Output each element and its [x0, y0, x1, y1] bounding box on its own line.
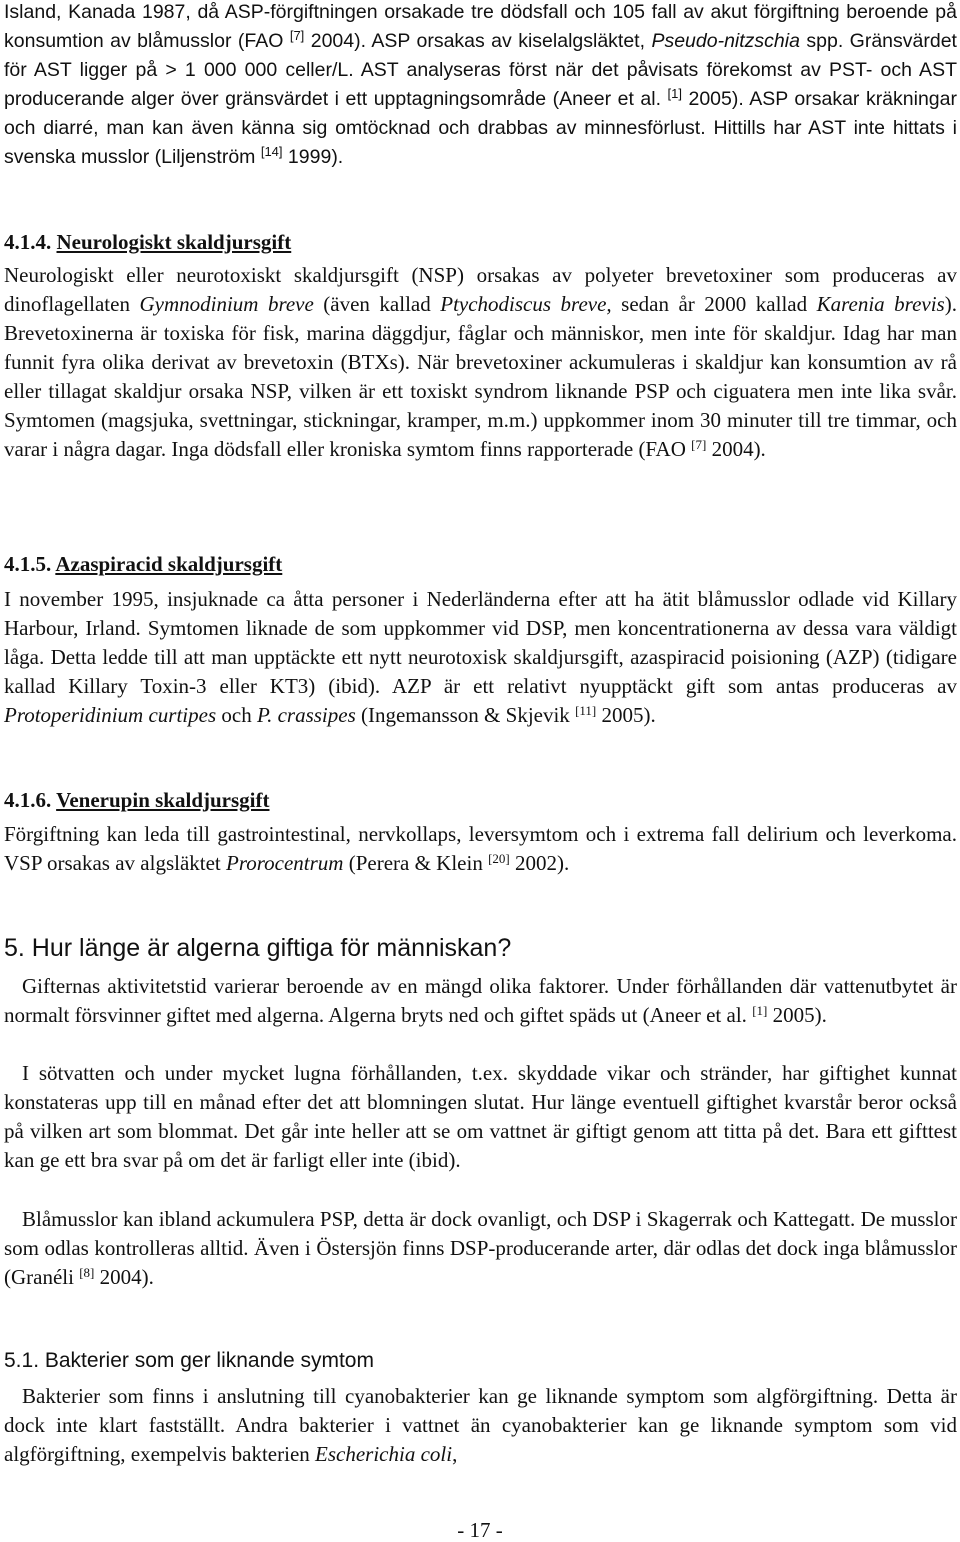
text-run: 2002).: [509, 851, 570, 875]
text-run: 2004).: [94, 1265, 154, 1289]
text-run: sedan år 2000 kallad: [611, 292, 817, 316]
species-name: Gymnodinium breve: [139, 292, 314, 316]
species-name: Ptychodiscus breve,: [440, 292, 612, 316]
paragraph-bacteria: [4, 1382, 957, 1469]
species-name: Prorocentrum: [226, 851, 344, 875]
citation-ref: [14]: [260, 144, 283, 159]
section-number: 4.1.4.: [4, 230, 57, 254]
section-title: Azaspiracid skaldjursgift: [55, 552, 283, 576]
text-run: 2005).: [596, 703, 656, 727]
text-run: Bakterier som finns i anslutning till cyanobakterier kan ge liknande symptom som algförgiftning. Detta är dock inte klart fastställt. Andra bakterier i vattnet än cyanobakterier kan ge liknande symptom som vid algförgiftning, exempelvis bakterien: [4, 1384, 957, 1466]
section-heading-5-1: 5.1. Bakterier som ger liknande symtom: [4, 1349, 374, 1372]
species-name: Pseudo-nitzschia: [651, 30, 800, 52]
citation-ref: [7]: [289, 28, 305, 43]
page-number: - 17 -: [457, 1518, 503, 1542]
text-run: 2004). ASP orsakas av kiselalgsläktet,: [304, 30, 652, 52]
section-number: 4.1.6.: [4, 788, 57, 812]
species-name: Escherichia coli: [315, 1442, 453, 1466]
text-run: 2005). ASP orsakar kräkningar och diarré, man kan även känna sig omtöcknad och drabbas av minnesförlust. Hittills har AST inte hittats i svenska musslor (Liljenström: [4, 88, 957, 168]
paragraph-nsp: [4, 261, 957, 464]
section-heading-4-1-5: [4, 550, 957, 579]
species-name: P. crassipes: [256, 703, 356, 727]
citation-ref: [7]: [691, 437, 707, 452]
text-run: Blåmusslor kan ibland ackumulera PSP, detta är dock ovanligt, och DSP i Skagerrak och Kattegatt. De musslor som odlas kontrolleras alltid. Även i Östersjön finns DSP-producerande arter, där odlas det dock inga blåmusslor (Granéli: [4, 1207, 957, 1289]
text-run: (Perera & Klein: [343, 851, 489, 875]
section-title: Venerupin skaldjursgift: [56, 788, 270, 812]
section-title: Neurologiskt skaldjursgift: [56, 230, 292, 254]
text-run: Island, Kanada 1987, då ASP-förgiftningen orsakade tre dödsfall och 105 fall av akut förgiftning beroende på konsumtion av blåmusslor (FAO: [4, 1, 957, 52]
text-run: Gifternas aktivitetstid varierar beroende av en mängd olika faktorer. Under förhållanden där vattenutbytet är normalt försvinner giftet med algerna. Algerna bryts ned och giftet späds ut (Aneer et al.: [4, 974, 957, 1027]
text-run: (Ingemansson & Skjevik: [355, 703, 576, 727]
section-heading-4-1-4: [4, 228, 957, 257]
species-name: Karenia brevis: [816, 292, 945, 316]
citation-ref: [20]: [488, 851, 510, 866]
paragraph-freshwater: I sötvatten och under mycket lugna förhållanden, t.ex. skyddade vikar och stränder, har giftighet kunnat konstateras upp till en månad efter det att blomningen slutat. Hur länge eventuell giftighet kvarstår beror också på vilken art som blommat. Det går inte heller att se om vattnet är giftigt genom att titta på det. Bara ett gifttest kan ge ett bra svar på om det är farligt eller inte (ibid).: [4, 1061, 957, 1172]
text-run: (även kallad: [313, 292, 441, 316]
citation-ref: [8]: [79, 1265, 95, 1280]
text-run: ,: [452, 1442, 458, 1466]
paragraph-toxin-duration: [4, 972, 957, 1030]
citation-ref: [11]: [575, 703, 597, 718]
paragraph-blue-mussels: [4, 1205, 957, 1292]
text-run: Neurologiskt eller neurotoxiskt skaldjursgift (NSP) orsakas av polyeter brevetoxiner som produceras av dinoflagellaten: [4, 263, 957, 316]
text-run: 1999).: [282, 146, 344, 168]
text-run: 2004).: [706, 437, 766, 461]
text-run: spp. Gränsvärdet för AST ligger på > 1 000 000 celler/L. AST analyseras först när det påvisats förekomst av PST- och AST producerande alger över gränsvärdet i ett upptagningsområde (Aneer et al.: [4, 30, 957, 110]
citation-ref: [1]: [752, 1003, 768, 1018]
section-heading-4-1-6: [4, 786, 957, 815]
text-run: ). Brevetoxinerna är toxiska för fisk, marina däggdjur, fåglar och människor, men inte för skaldjur. Idag har man funnit fyra olika derivat av brevetoxin (BTXs). När brevetoxiner ackumuleras i skaldjur kan konsumtion av rå eller tillagat skaldjur orsaka NSP, vilken är ett toxiskt syndrom liknande PSP och ciguatera men inte lika svår. Symtomen (magsjuka, svettningar, stickningar, kramper, m.m.) uppkommer inom 30 minuter till tre timmar, och varar i några dagar. Inga dödsfall eller kroniska symtom finns rapporterade (FAO: [4, 292, 957, 461]
paragraph-asp-continuation: [4, 0, 957, 172]
text-run: 2005).: [767, 1003, 827, 1027]
species-name: Protoperidinium curtipes: [4, 703, 217, 727]
citation-ref: [1]: [667, 86, 682, 101]
chapter-heading-5: 5. Hur länge är algerna giftiga för människan?: [4, 934, 512, 962]
paragraph-vsp: [4, 820, 957, 878]
text-run: I november 1995, insjuknade ca åtta personer i Nederländerna efter att ha ätit blåmusslor odlade vid Killary Harbour, Irland. Symtomen liknade de som uppkommer vid DSP, men koncentrationerna av dessa vara väldigt låga. Detta ledde till att man upptäckte ett nytt neurotoxisk skaldjursgift, azaspiracid poisioning (AZP) (tidigare kallad Killary Toxin-3 eller KT3) (ibid). AZP är ett relativt nyupptäckt gift som antas produceras av: [4, 587, 957, 698]
text-run: Förgiftning kan leda till gastrointestinal, nervkollaps, leversymtom och i extrema fall delirium och leverkoma. VSP orsakas av algsläktet: [4, 822, 957, 875]
paragraph-azp: [4, 585, 957, 730]
section-number: 4.1.5.: [4, 552, 56, 576]
text-run: och: [216, 703, 257, 727]
